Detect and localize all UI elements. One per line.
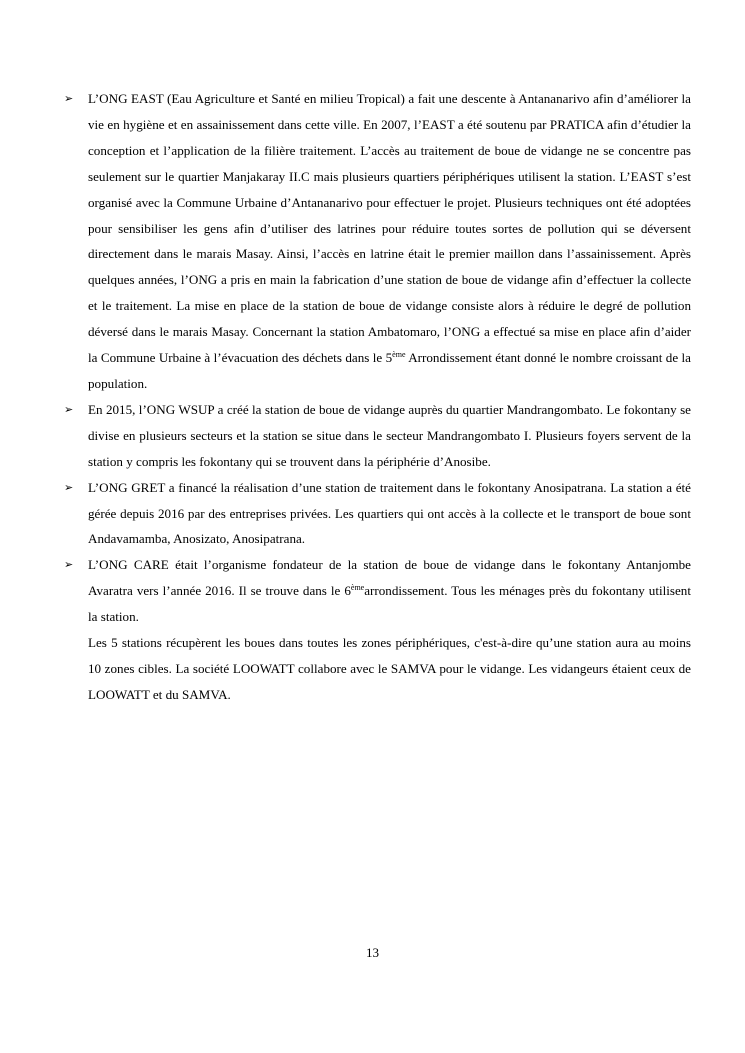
item-text: L’ONG EAST (Eau Agriculture et Santé en milieu Tropical) a fait une descente à Antananarivo afin d’améliorer la vie en hygiène et en assainissement dans cette ville. En 2007, l’EAST a été soutenu par PRATICA afin d’étudier la conception et l’application de la filière traitement. L’accès au traitement de boue de vidange ne se concentre pas seulement sur le quartier Manjakaray II.C mais plusieurs quartiers périphériques utilisent la station. L’EAST s’est organisé avec la Commune Urbaine d’Antananarivo pour effectuer le projet. Plusieurs techniques ont été adoptées pour sensibiliser les gens afin d’utiliser des latrines pour réduire toutes sortes de pollution qui se déversent directement dans le marais Masay. Ainsi, l’accès en latrine était le premier maillon dans l’assainissement. Après quelques années, l’ONG a pris en main la fabrication d’une station de boue de vidange afin d’effectuer la collecte et le traitement. La mise en place de la station de boue de vidange consiste alors à réduire le degré de pollution déversé dans le marais Masay. Concernant la station Ambatomaro, l’ONG a effectué sa mise en place afin d’aider la Commune Urbaine à l’évacuation des déchets dans le 5 [88,91,691,366]
item-text-continued: arrondissement. Tous les ménages près du fokontany utilisent la station. [88,583,691,625]
item-text-continued: Arrondissement étant donné le nombre croissant de la population. [88,350,691,391]
arrow-bullet-icon: ➢ [64,480,74,494]
bullet-item-care [64,552,691,630]
arrow-bullet-icon: ➢ [64,92,74,105]
item-text: L’ONG GRET a financé la réalisation d’une station de traitement dans le fokontany Anosipatrana. La station a été gérée depuis 2016 par des entreprises privées. Les quartiers qui ont accès à la collecte et le transport de boue sont Andavamamba, Anosizato, Anosipatrana. [88,479,691,547]
bullet-item-wsup [64,397,691,475]
item-text: En 2015, l’ONG WSUP a créé la station de boue de vidange auprès du quartier Mandrangombato. Le fokontany se divise en plusieurs secteurs et la station se situe dans le secteur Mandrangombato I. Plusieurs foyers servent de la station y compris les fokontany qui se trouvent dans la périphérie d’Anosibe. [88,401,691,469]
arrow-bullet-icon: ➢ [64,402,74,416]
page-number: 13 [365,945,380,960]
bullet-item-gret [64,475,691,553]
arrow-bullet-icon: ➢ [64,558,74,572]
closing-paragraph: Les 5 stations récupèrent les boues dans toutes les zones périphériques, c'est-à-dire qu’une station aura au moins 10 zones cibles. La société LOOWATT collabore avec le SAMVA pour le vidange. Les vidangeurs étaient ceux de LOOWATT et du SAMVA. [88,635,691,702]
superscript: ème [350,583,365,593]
item-text: L’ONG CARE était l’organisme fondateur de la station de boue de vidange dans le fokontany Antanjombe Avaratra vers l’année 2016. Il se trouve dans le 6 [88,557,691,599]
superscript: ème [392,350,406,360]
bullet-item-east [64,86,691,397]
document-body [64,86,691,708]
